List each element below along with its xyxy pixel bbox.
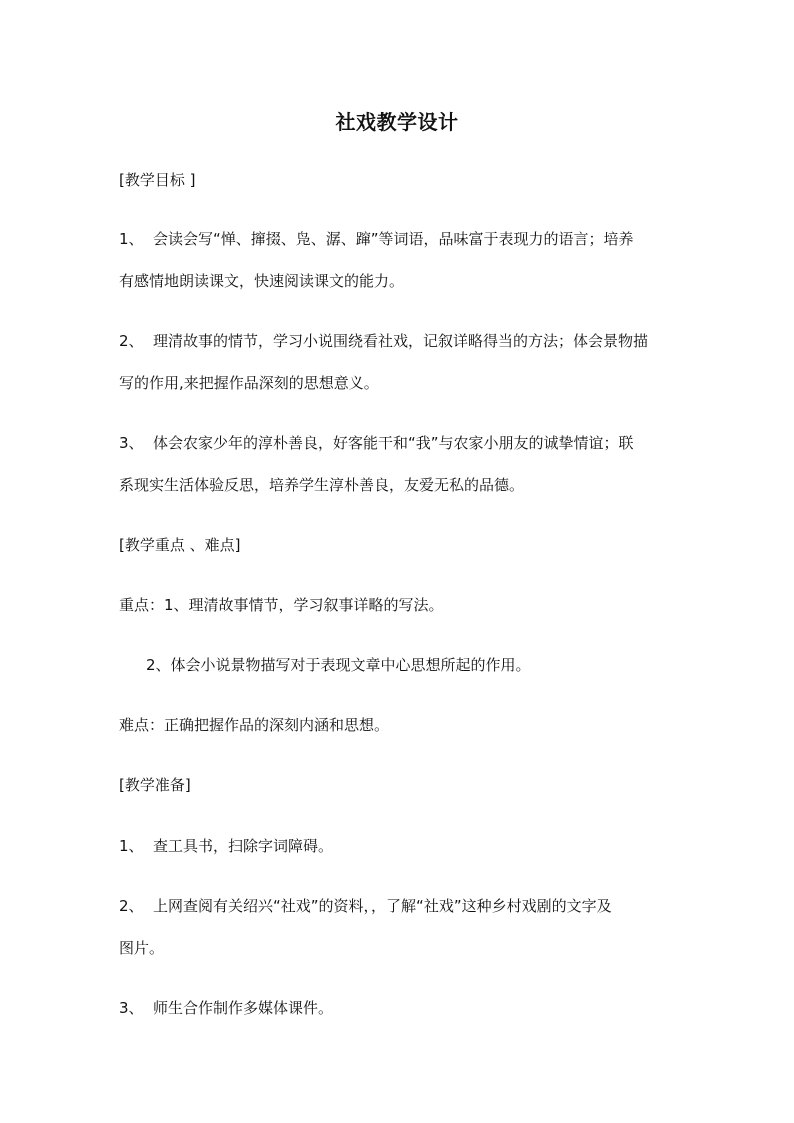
goal-1-line-1 [119,229,634,249]
goal-2-line-1 [119,331,648,351]
prep-1-text: 查工具书，扫除字词障碍。 [153,837,334,855]
goal-3-line-1 [119,433,634,453]
section-heading-preparation: [教学准备] [119,776,191,794]
prep-2-text: 上网查阅有关绍兴“社戏”的资料，，了解“社戏”这种乡村戏剧的文字及 [153,897,612,915]
section-heading-key-points: [教学重点 、难点] [119,536,241,554]
document-title: 社戏教学设计 [335,110,459,134]
goal-2-line-2: 写的作用,来把握作品深刻的思想意义。 [119,374,379,392]
goal-3-text: 体会农家少年的淳朴善良，好客能干和“我”与农家小朋友的诚挚情谊；联 [153,434,634,452]
goal-3-line-2: 系现实生活体验反思，培养学生淳朴善良，友爱无私的品德。 [119,476,525,494]
section-heading-goals: [教学目标 ] [119,171,196,189]
goal-1-number: 1、 [119,230,144,248]
goal-2-number: 2、 [119,332,144,350]
prep-2-line-2: 图片。 [119,939,165,957]
prep-1 [119,836,333,856]
goal-1-line-2: 有感情地朗读课文，快速阅读课文的能力。 [119,272,405,290]
prep-2-number: 2、 [119,897,144,915]
prep-1-number: 1、 [119,837,144,855]
prep-3 [119,998,333,1018]
goal-1-text: 会读会写“惮、撺掇、凫、潺、蹿”等词语，品味富于表现力的语言；培养 [153,230,634,248]
prep-2-line-1 [119,896,612,916]
key-point-1: 重点：1、理清故事情节，学习叙事详略的写法。 [119,596,444,614]
prep-3-number: 3、 [119,999,144,1017]
key-point-2: 2、体会小说景物描写对于表现文章中心思想所起的作用。 [146,656,531,674]
difficulty-point: 难点：正确把握作品的深刻内涵和思想。 [119,716,390,734]
goal-2-text: 理清故事的情节，学习小说围绕看社戏，记叙详略得当的方法；体会景物描 [153,332,649,350]
goal-3-number: 3、 [119,434,144,452]
prep-3-text: 师生合作制作多媒体课件。 [153,999,334,1017]
